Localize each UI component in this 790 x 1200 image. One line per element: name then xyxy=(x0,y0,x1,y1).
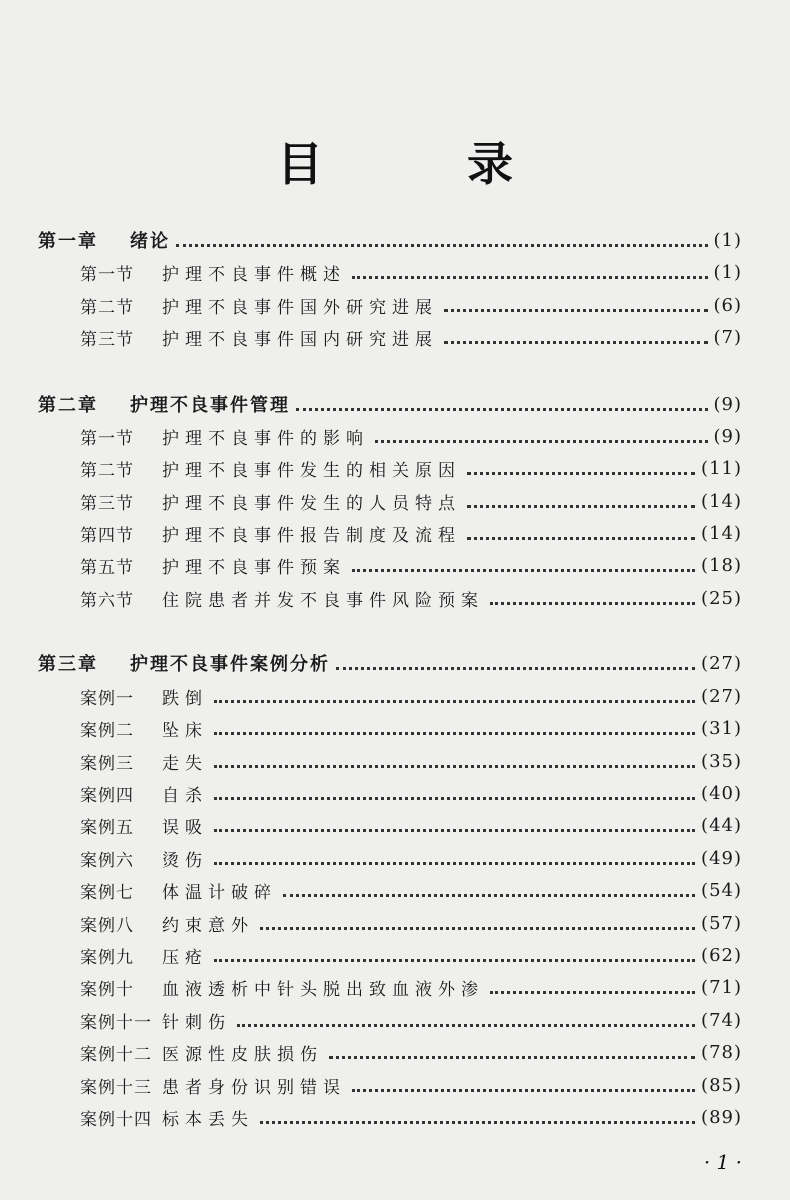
case-number: 案例十二 xyxy=(80,1044,152,1065)
page-number: (6) xyxy=(713,294,742,316)
toc-entry[interactable] xyxy=(80,713,742,743)
case-number: 案例十四 xyxy=(80,1109,152,1130)
section-number: 第三节 xyxy=(80,493,134,514)
leader-dots xyxy=(214,730,695,735)
case-number: 案例三 xyxy=(80,753,134,774)
page-number: (14) xyxy=(701,522,742,544)
case-number: 案例七 xyxy=(80,882,134,903)
case-title: 烫伤 xyxy=(162,850,208,871)
section-number: 第三节 xyxy=(80,329,134,350)
toc-entry[interactable] xyxy=(80,1102,742,1132)
page-number: (57) xyxy=(701,912,742,934)
page-number: (25) xyxy=(701,587,742,609)
section-title: 护理不良事件国外研究进展 xyxy=(162,297,438,318)
case-title: 误吸 xyxy=(162,817,208,838)
page-number: (27) xyxy=(701,685,742,707)
toc-entry[interactable] xyxy=(80,972,742,1002)
leader-dots xyxy=(214,957,695,962)
case-title: 针刺伤 xyxy=(162,1012,231,1033)
leader-dots xyxy=(283,892,695,897)
section-title: 护理不良事件国内研究进展 xyxy=(162,329,438,350)
leader-dots xyxy=(214,860,695,865)
section-number: 第四节 xyxy=(80,525,134,546)
leader-dots xyxy=(260,925,695,930)
section-title: 住院患者并发不良事件风险预案 xyxy=(162,590,484,611)
chapter-title: 护理不良事件案例分析 xyxy=(130,654,330,675)
case-title: 体温计破碎 xyxy=(162,882,277,903)
toc-entry[interactable] xyxy=(80,681,742,711)
section-number: 第一节 xyxy=(80,428,134,449)
toc-entry[interactable] xyxy=(80,1037,742,1067)
section-title: 护理不良事件概述 xyxy=(162,264,346,285)
leader-dots xyxy=(214,795,695,800)
toc-entry[interactable] xyxy=(80,843,742,873)
page-number: (62) xyxy=(701,944,742,966)
section-title: 护理不良事件的影响 xyxy=(162,428,369,449)
page-number: (44) xyxy=(701,814,742,836)
toc-entry[interactable] xyxy=(80,1005,742,1035)
page-number: (27) xyxy=(701,652,742,674)
toc-chapter-1[interactable] xyxy=(38,225,742,255)
page-number: (71) xyxy=(701,976,742,998)
toc-entry[interactable] xyxy=(80,322,742,352)
section-number: 第一节 xyxy=(80,264,134,285)
toc-entry[interactable] xyxy=(80,257,742,287)
leader-dots xyxy=(329,1054,695,1059)
case-title: 标本丢失 xyxy=(162,1109,254,1130)
toc-entry[interactable] xyxy=(80,746,742,776)
toc-chapter-2[interactable] xyxy=(38,389,742,419)
case-title: 患者身份识别错误 xyxy=(162,1077,346,1098)
toc-entry[interactable] xyxy=(80,810,742,840)
case-number: 案例五 xyxy=(80,817,134,838)
toc-entry[interactable] xyxy=(80,518,742,548)
section-number: 第二节 xyxy=(80,460,134,481)
toc-entry[interactable] xyxy=(80,583,742,613)
case-title: 跌倒 xyxy=(162,688,208,709)
toc-entry[interactable] xyxy=(80,550,742,580)
page-number: (49) xyxy=(701,847,742,869)
toc-entry[interactable] xyxy=(80,778,742,808)
toc-entry[interactable] xyxy=(80,290,742,320)
leader-dots xyxy=(237,1022,695,1027)
leader-dots xyxy=(214,827,695,832)
case-number: 案例九 xyxy=(80,947,134,968)
case-number: 案例一 xyxy=(80,688,134,709)
leader-dots xyxy=(490,989,695,994)
chapter-number: 第一章 xyxy=(38,231,98,252)
leader-dots xyxy=(444,307,708,312)
page-number: (89) xyxy=(701,1106,742,1128)
page-number: (1) xyxy=(713,261,742,283)
toc-entry[interactable] xyxy=(80,1070,742,1100)
leader-dots xyxy=(176,242,708,247)
toc-chapter-3[interactable] xyxy=(38,648,742,678)
section-number: 第六节 xyxy=(80,590,134,611)
page-number: (74) xyxy=(701,1009,742,1031)
section-title: 护理不良事件发生的相关原因 xyxy=(162,460,461,481)
page-title: 目 录 xyxy=(276,137,577,191)
page-number: (85) xyxy=(701,1074,742,1096)
page-number: (11) xyxy=(701,457,742,479)
toc-entry[interactable] xyxy=(80,453,742,483)
section-title: 护理不良事件发生的人员特点 xyxy=(162,493,461,514)
leader-dots xyxy=(375,438,708,443)
page-number: (14) xyxy=(701,490,742,512)
case-number: 案例四 xyxy=(80,785,134,806)
section-title: 护理不良事件预案 xyxy=(162,557,346,578)
leader-dots xyxy=(352,1087,695,1092)
page-number: (9) xyxy=(713,393,742,415)
leader-dots xyxy=(260,1119,695,1124)
case-number: 案例二 xyxy=(80,720,134,741)
case-title: 自杀 xyxy=(162,785,208,806)
section-number: 第二节 xyxy=(80,297,134,318)
section-number: 第五节 xyxy=(80,557,134,578)
chapter-number: 第三章 xyxy=(38,654,98,675)
leader-dots xyxy=(214,698,695,703)
leader-dots xyxy=(296,406,708,411)
leader-dots xyxy=(336,665,695,670)
chapter-number: 第二章 xyxy=(38,395,98,416)
toc-entry[interactable] xyxy=(80,940,742,970)
page-number: (7) xyxy=(713,326,742,348)
page-number: (40) xyxy=(701,782,742,804)
page-number: (1) xyxy=(713,229,742,251)
leader-dots xyxy=(467,535,695,540)
chapter-title: 护理不良事件管理 xyxy=(130,395,290,416)
case-number: 案例六 xyxy=(80,850,134,871)
case-title: 走失 xyxy=(162,753,208,774)
page-number: (18) xyxy=(701,554,742,576)
leader-dots xyxy=(467,470,695,475)
case-number: 案例十三 xyxy=(80,1077,152,1098)
leader-dots xyxy=(490,600,695,605)
toc-entry[interactable] xyxy=(80,908,742,938)
leader-dots xyxy=(352,274,708,279)
page-number: (54) xyxy=(701,879,742,901)
chapter-title: 绪论 xyxy=(130,231,170,252)
case-title: 血液透析中针头脱出致血液外渗 xyxy=(162,979,484,1000)
toc-entry[interactable] xyxy=(80,486,742,516)
leader-dots xyxy=(214,763,695,768)
section-title: 护理不良事件报告制度及流程 xyxy=(162,525,461,546)
leader-dots xyxy=(467,503,695,508)
leader-dots xyxy=(352,567,695,572)
case-number: 案例十 xyxy=(80,979,134,1000)
toc-entry[interactable] xyxy=(80,421,742,451)
toc-entry[interactable] xyxy=(80,875,742,905)
case-title: 约束意外 xyxy=(162,915,254,936)
leader-dots xyxy=(444,339,708,344)
case-title: 压疮 xyxy=(162,947,208,968)
page-number: (9) xyxy=(713,425,742,447)
case-number: 案例十一 xyxy=(80,1012,152,1033)
case-title: 医源性皮肤损伤 xyxy=(162,1044,323,1065)
footer-page-number: · 1 · xyxy=(703,1150,742,1174)
case-number: 案例八 xyxy=(80,915,134,936)
case-title: 坠床 xyxy=(162,720,208,741)
page-number: (78) xyxy=(701,1041,742,1063)
page-number: (35) xyxy=(701,750,742,772)
page-number: (31) xyxy=(701,717,742,739)
